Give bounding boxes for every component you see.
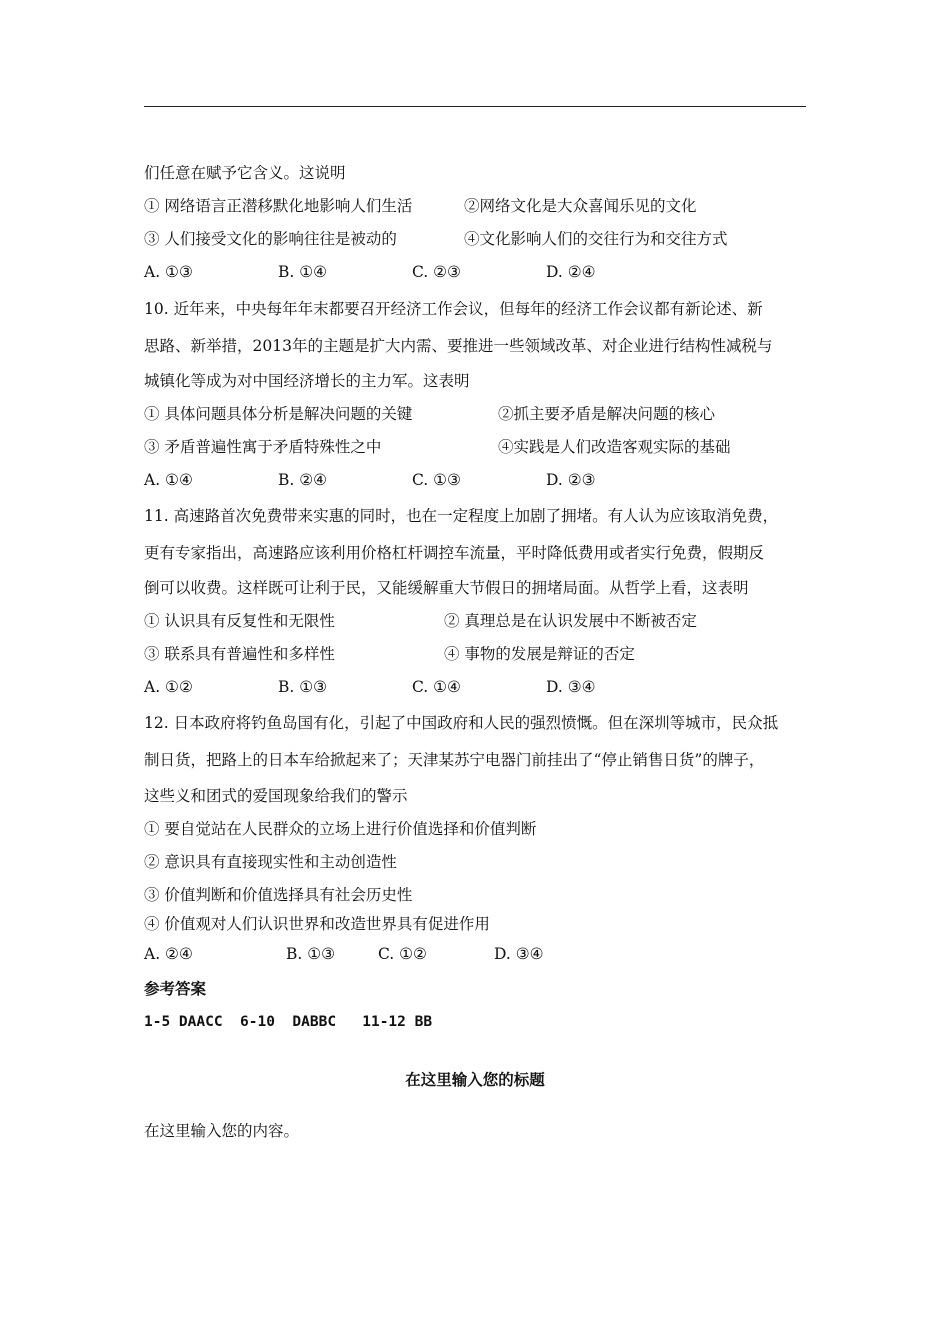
q12-choice-a: A. ②④ [144,945,193,963]
q10-stem-line2: 思路、新举措，2013年的主题是扩大内需、要推进一些领域改革、对企业进行结构性减税与 [144,337,773,355]
q12-choice-d: D. ③④ [494,945,544,963]
placeholder-content: 在这里输入您的内容。 [144,1122,300,1140]
q10-option-4: ④实践是人们改造客观实际的基础 [498,438,731,456]
q10-option-2: ②抓主要矛盾是解决问题的核心 [498,405,716,423]
q11-option-2: ② 真理总是在认识发展中不断被否定 [444,612,697,630]
q11-option-4: ④ 事物的发展是辩证的否定 [444,645,635,663]
q12-option-4: ④ 价值观对人们认识世界和改造世界具有促进作用 [144,915,490,933]
q12-stem-line2: 制日货，把路上的日本车给掀起来了；天津某苏宁电器门前挂出了“停止销售日货”的牌子， [144,751,765,769]
q10-choice-c: C. ①③ [412,471,461,489]
q11-option-1: ① 认识具有反复性和无限性 [144,612,335,630]
q11-stem-line3: 倒可以收费。这样既可让利于民，又能缓解重大节假日的拥堵局面。从哲学上看，这表明 [144,579,749,597]
q11-choice-d: D. ③④ [546,678,596,696]
q12-option-2: ② 意识具有直接现实性和主动创造性 [144,853,397,871]
q9-choice-b: B. ①④ [278,263,328,281]
q10-stem-line3: 城镇化等成为对中国经济增长的主力军。这表明 [144,372,470,390]
q12-choice-c: C. ①② [378,945,427,963]
header-rule [144,106,806,107]
q9-choice-a: A. ①③ [144,263,193,281]
q12-choice-b: B. ①③ [286,945,336,963]
q11-choice-a: A. ①② [144,678,193,696]
q10-option-1: ① 具体问题具体分析是解决问题的关键 [144,405,413,423]
q9-option-1: ① 网络语言正潜移默化地影响人们生活 [144,197,413,215]
q12-option-3: ③ 价值判断和价值选择具有社会历史性 [144,886,413,904]
q12-stem-line3: 这些义和团式的爱国现象给我们的警示 [144,787,408,805]
q10-choice-a: A. ①④ [144,471,193,489]
q10-choice-b: B. ②④ [278,471,328,489]
q9-option-3: ③ 人们接受文化的影响往往是被动的 [144,230,397,248]
q11-option-3: ③ 联系具有普遍性和多样性 [144,645,335,663]
q9-choice-c: C. ②③ [412,263,461,281]
answers-text: 1-5 DAACC 6-10 DABBC 11-12 BB [144,1014,433,1030]
q9-stem-continuation: 们任意在赋予它含义。这说明 [144,164,346,182]
q9-choice-d: D. ②④ [546,263,596,281]
q11-choice-c: C. ①④ [412,678,461,696]
q11-choice-b: B. ①③ [278,678,328,696]
q10-option-3: ③ 矛盾普遍性寓于矛盾特殊性之中 [144,438,382,456]
q10-stem-line1: 10. 近年来，中央每年年末都要召开经济工作会议，但每年的经济工作会议都有新论述、新 [144,300,763,318]
q12-stem-line1: 12. 日本政府将钓鱼岛国有化，引起了中国政府和人民的强烈愤慨。但在深圳等城市，民众抵 [144,714,779,732]
q11-stem-line1: 11. 高速路首次免费带来实惠的同时，也在一定程度上加剧了拥堵。有人认为应该取消免费， [144,507,779,525]
placeholder-title: 在这里输入您的标题 [405,1070,545,1089]
answers-heading: 参考答案 [144,979,207,998]
q9-option-2: ②网络文化是大众喜闻乐见的文化 [464,197,697,215]
q12-option-1: ① 要自觉站在人民群众的立场上进行价值选择和价值判断 [144,820,537,838]
q10-choice-d: D. ②③ [546,471,596,489]
q11-stem-line2: 更有专家指出，高速路应该利用价格杠杆调控车流量，平时降低费用或者实行免费，假期反 [144,544,765,562]
q9-option-4: ④文化影响人们的交往行为和交往方式 [464,230,728,248]
